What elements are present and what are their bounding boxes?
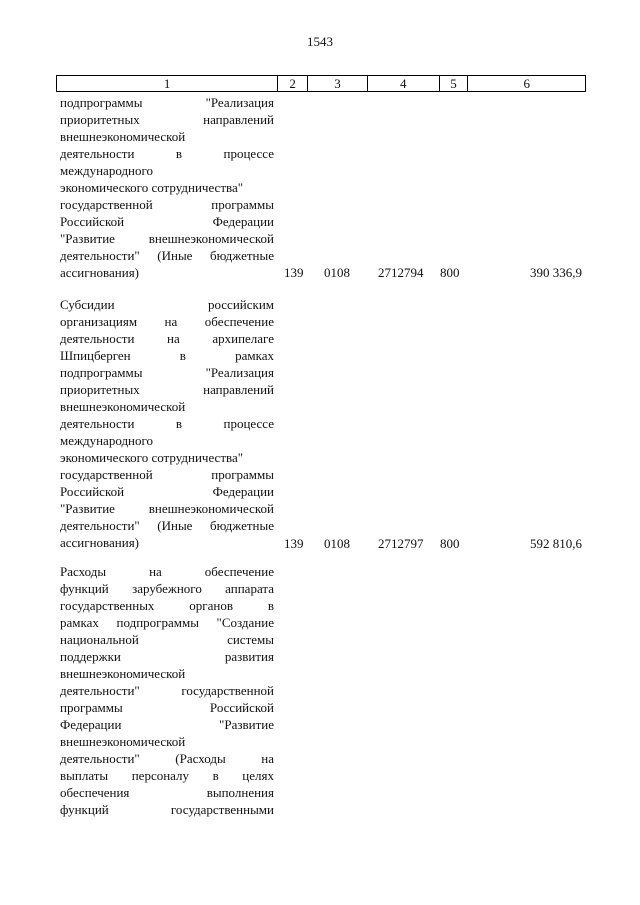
description-line: ассигнования) [60,535,140,550]
column-header-5: 5 [440,76,469,91]
description-line: внешнеэкономической [60,666,186,681]
description-line: выплаты персоналу в целях [60,768,274,783]
description-line: Российской Федерации [60,484,274,499]
description-line: поддержки развития [60,649,274,664]
description-line: функций государственными [60,802,274,817]
column-header-6: 6 [523,76,530,91]
description-line: международного [60,433,154,448]
description-line: "Развитие внешнеэкономической [60,501,274,516]
description-line: "Развитие внешнеэкономической [60,231,274,246]
cell-sum: 390 336,9 [530,265,582,280]
description-line: организациям на обеспечение [60,314,274,329]
row-description [60,563,274,818]
description-line: приоритетных направлений [60,112,274,127]
description-line: экономического сотрудничества" [60,450,244,465]
description-line: деятельности" (Иные бюджетные [60,518,274,533]
row-description [60,296,274,551]
description-line: внешнеэкономической [60,399,186,414]
description-line: внешнеэкономической [60,734,186,749]
description-line: деятельности" (Расходы на [60,751,274,766]
description-line: деятельности в процессе [60,146,274,161]
description-line: международного [60,163,154,178]
description-line: деятельности" государственной [60,683,274,698]
description-line: деятельности" (Иные бюджетные [60,248,274,263]
description-line: государственной программы [60,467,274,482]
description-line: Федерации "Развитие [60,717,274,732]
description-line: Субсидии российским [60,297,274,312]
cell-vr: 800 [440,265,460,280]
description-line: функций зарубежного аппарата [60,581,274,596]
description-line: обеспечения выполнения [60,785,274,800]
description-line: приоритетных направлений [60,382,274,397]
description-line: рамках подпрограммы "Создание [60,615,274,630]
description-line: государственных органов в [60,598,274,613]
description-line: Шпицберген в рамках [60,348,274,363]
description-line: национальной системы [60,632,274,647]
description-line: деятельности в процессе [60,416,274,431]
description-line: государственной программы [60,197,274,212]
description-line: подпрограммы "Реализация [60,365,274,380]
page-number: 1543 [307,34,333,49]
description-line: ассигнования) [60,265,140,280]
cell-sum: 592 810,6 [530,536,582,551]
cell-vr: 800 [440,536,460,551]
column-header-2: 2 [278,76,308,91]
column-header-row [56,75,586,92]
column-header-4: 4 [368,76,440,91]
column-header-3: 3 [308,76,368,91]
cell-gr: 139 [284,536,304,551]
description-line: программы Российской [60,700,274,715]
cell-cs: 2712794 [378,265,424,280]
row-description [60,94,274,281]
cell-rz: 0108 [324,265,350,280]
description-line: внешнеэкономической [60,129,186,144]
column-header-1: 1 [57,76,278,91]
cell-gr: 139 [284,265,304,280]
description-line: Российской Федерации [60,214,274,229]
cell-rz: 0108 [324,536,350,551]
description-line: Расходы на обеспечение [60,564,274,579]
description-line: подпрограммы "Реализация [60,95,274,110]
cell-cs: 2712797 [378,536,424,551]
description-line: деятельности на архипелаге [60,331,274,346]
description-line: экономического сотрудничества" [60,180,244,195]
